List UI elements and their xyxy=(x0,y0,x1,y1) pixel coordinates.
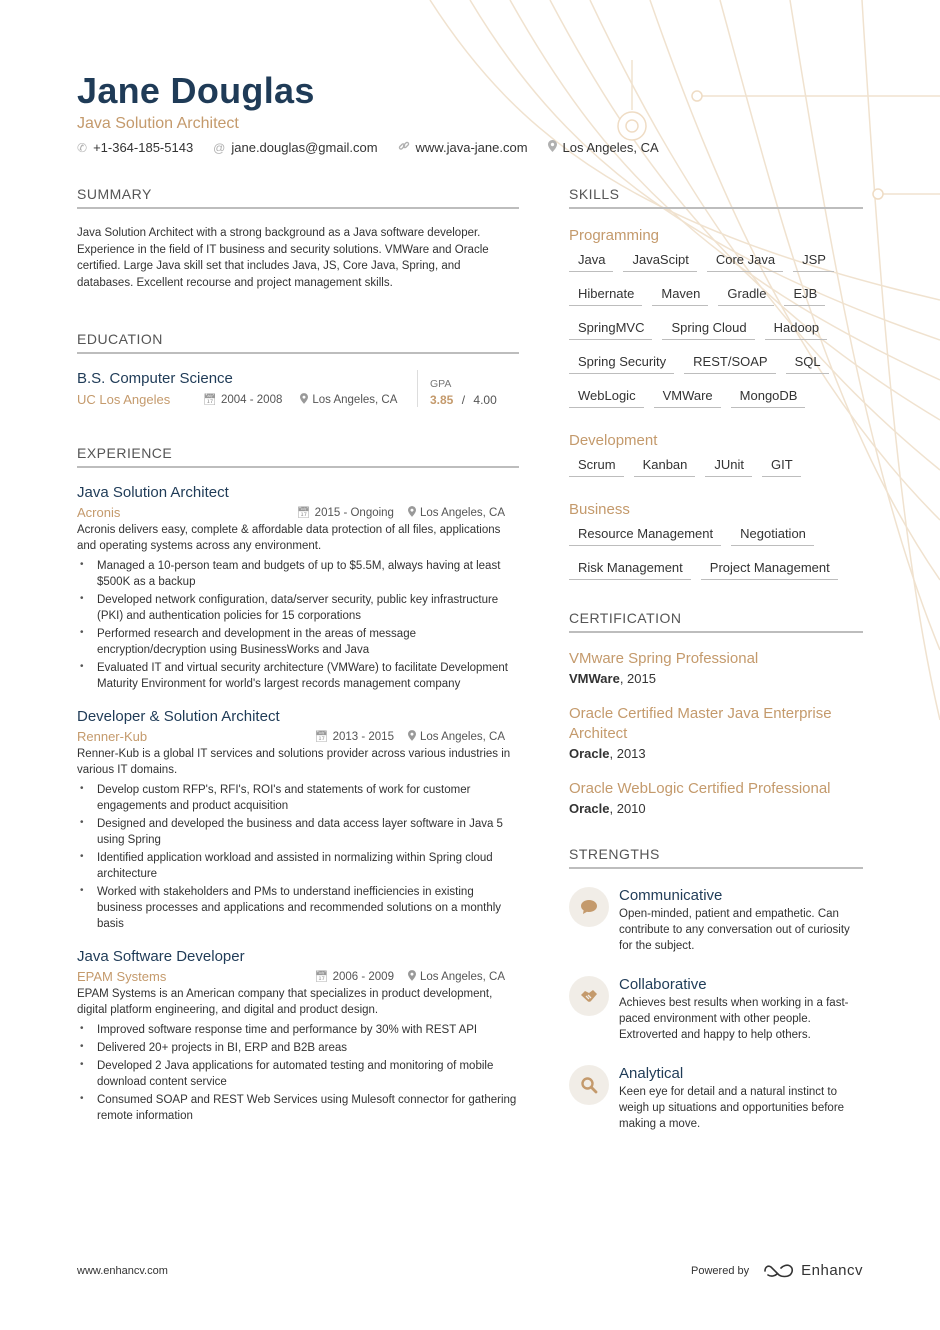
brand-name: Enhancv xyxy=(801,1262,863,1279)
gpa-separator: / xyxy=(461,393,466,407)
link-icon xyxy=(398,140,410,155)
education-entry xyxy=(77,370,519,407)
left-column xyxy=(77,186,519,1140)
company-description: Acronis delivers easy, complete & affordable data protection of all files, applications and operating systems across any environment. xyxy=(77,524,501,552)
skill-tag: Hibernate xyxy=(569,286,642,306)
company-name: EPAM Systems xyxy=(77,969,167,984)
skill-tag: REST/SOAP xyxy=(684,354,775,374)
job-dates xyxy=(297,506,394,519)
certification-year: , 2015 xyxy=(619,671,656,686)
skill-tags xyxy=(569,457,863,477)
location-text: Los Angeles, CA xyxy=(419,730,505,743)
job-dates xyxy=(315,730,394,743)
strengths-section xyxy=(569,846,863,1132)
contact-email[interactable] xyxy=(213,140,377,155)
skill-tag: Spring Security xyxy=(569,354,674,374)
company-description: EPAM Systems is an American company that specializes in product development, digital platform engineering, and digital and product design. xyxy=(77,988,493,1016)
skill-tags xyxy=(569,252,863,408)
strength-description: Open-minded, patient and empathetic. Can contribute to any conversation out of curiosity for the subject. xyxy=(619,908,850,952)
bullet-item: • Managed a 10-person team and budgets of up to $5.5M, always having at least $500K as a backup xyxy=(77,558,519,590)
job-entry xyxy=(77,484,519,692)
job-entry xyxy=(77,948,519,1124)
section-title: EDUCATION xyxy=(77,331,519,354)
skill-tag: Project Management xyxy=(701,560,838,580)
bullet-item: • Developed network configuration, data/server security, public key infrastructure (PKI) and authentication policies for 15 corporations xyxy=(77,592,519,624)
certification-name: Oracle WebLogic Certified Professional xyxy=(569,780,831,797)
certification-issuer: VMWare xyxy=(569,671,620,686)
skill-tag: Scrum xyxy=(569,457,624,477)
contact-phone[interactable] xyxy=(77,140,193,155)
education-section xyxy=(77,331,519,407)
dates-text: 2004 - 2008 xyxy=(220,393,283,406)
section-title: SUMMARY xyxy=(77,186,519,209)
contact-row xyxy=(77,140,877,155)
skill-tag: JSP xyxy=(793,252,834,272)
skill-category-title: Programming xyxy=(569,227,660,244)
job-title: Developer & Solution Architect xyxy=(77,708,280,725)
dates-text: 2013 - 2015 xyxy=(332,730,394,743)
bullet-item: • Improved software response time and performance by 30% with REST API xyxy=(77,1022,519,1038)
skill-tag: MongoDB xyxy=(731,388,806,408)
strength-description: Achieves best results when working in a fast-paced environment with other people. Extroverted and happy to help others. xyxy=(619,997,849,1041)
certification-year: , 2013 xyxy=(609,746,646,761)
skill-tag: EJB xyxy=(784,286,825,306)
certification-issuer: Oracle xyxy=(569,746,610,761)
education-location xyxy=(300,393,397,407)
section-title: SKILLS xyxy=(569,186,863,209)
degree: B.S. Computer Science xyxy=(77,370,233,387)
experience-section xyxy=(77,445,519,1124)
skill-tag: VMWare xyxy=(654,388,721,408)
job-location xyxy=(408,506,505,520)
location-pin-icon xyxy=(408,506,416,520)
bullet-item: • Delivered 20+ projects in BI, ERP and B2B areas xyxy=(77,1040,519,1056)
job-bullets xyxy=(77,558,519,692)
bullet-item: • Developed 2 Java applications for automated testing and monitoring of mobile download content service xyxy=(77,1058,519,1090)
job-dates xyxy=(315,970,394,983)
phone-icon: ✆ xyxy=(77,140,88,155)
location-text: Los Angeles, CA xyxy=(562,140,659,155)
right-column xyxy=(569,186,863,1154)
company-name: Renner-Kub xyxy=(77,729,148,744)
contact-website[interactable] xyxy=(398,140,528,155)
skill-tag: JUnit xyxy=(705,457,752,477)
email-text: jane.douglas@gmail.com xyxy=(231,140,378,155)
strength-description: Keen eye for detail and a natural instinct to weigh up situations and opportunities before making a move. xyxy=(619,1086,845,1130)
gpa-label: GPA xyxy=(430,378,452,390)
bullet-item: • Performed research and development in the areas of message encryption/decryption using BusinessWorks and Java xyxy=(77,626,519,658)
education-dates xyxy=(203,393,282,406)
location-text: Los Angeles, CA xyxy=(312,393,398,406)
infinity-logo-icon xyxy=(763,1263,795,1279)
summary-text: Java Solution Architect with a strong background as a Java software developer. Experience in the field of IT business and security solutions. VMWare and Oracle certified. Large Java skill set that includes Java, JS, Core Java, Spring, and databases. Excellent recourse and project management skills. xyxy=(77,227,489,289)
handshake-icon xyxy=(569,976,609,1016)
resume-header xyxy=(77,70,877,155)
page-footer xyxy=(77,1262,863,1279)
section-title: CERTIFICATION xyxy=(569,610,863,633)
skill-tag: SQL xyxy=(786,354,829,374)
skill-tag: GIT xyxy=(762,457,801,477)
skill-category-title: Development xyxy=(569,432,658,449)
calendar-icon: 📅︎ xyxy=(296,507,311,519)
certification-issuer: Oracle xyxy=(569,801,610,816)
strength-title: Analytical xyxy=(619,1065,684,1082)
strength-entry xyxy=(569,887,863,954)
dates-text: 2015 - Ongoing xyxy=(314,506,394,519)
skill-tag: Maven xyxy=(652,286,708,306)
contact-location xyxy=(548,140,659,155)
location-pin-icon xyxy=(408,970,416,984)
job-bullets xyxy=(77,782,519,932)
bullet-item: • Develop custom RFP's, RFI's, ROI's and statements of work for customer engagements and product acquisition xyxy=(77,782,519,814)
candidate-name: Jane Douglas xyxy=(77,70,315,111)
bullet-item: • Identified application workload and assisted in normalizing within Spring cloud architecture xyxy=(77,850,519,882)
skill-tag: Spring Cloud xyxy=(662,320,754,340)
job-location xyxy=(408,970,505,984)
skill-tag: Core Java xyxy=(707,252,783,272)
skills-section xyxy=(569,186,863,580)
skill-tag: Negotiation xyxy=(731,526,814,546)
company-description: Renner-Kub is a global IT services and solutions provider across various industries in various IT domains. xyxy=(77,748,511,776)
footer-link[interactable]: www.enhancv.com xyxy=(77,1264,168,1277)
dates-text: 2006 - 2009 xyxy=(332,970,394,983)
strength-title: Collaborative xyxy=(619,976,707,993)
bullet-item: • Evaluated IT and virtual security architecture (VMWare) to facilitate Development Maturity Environment for world's largest records management company xyxy=(77,660,519,692)
certification-entry xyxy=(569,649,863,686)
magnifier-icon xyxy=(569,1065,609,1105)
candidate-title: Java Solution Architect xyxy=(77,115,239,132)
bullet-item: • Designed and developed the business and data access layer software in Java 5 using Spring xyxy=(77,816,519,848)
section-title: EXPERIENCE xyxy=(77,445,519,468)
summary-section xyxy=(77,186,519,291)
calendar-icon: 📅︎ xyxy=(314,971,329,983)
location-text: Los Angeles, CA xyxy=(419,970,505,983)
skill-category-title: Business xyxy=(569,501,630,518)
skill-tag: Gradle xyxy=(718,286,774,306)
bullet-item: • Consumed SOAP and REST Web Services using Mulesoft connector for gathering remote information xyxy=(77,1092,519,1124)
skill-tag: Risk Management xyxy=(569,560,691,580)
job-title: Java Solution Architect xyxy=(77,484,229,501)
speech-bubble-icon xyxy=(569,887,609,927)
skill-tag: Hadoop xyxy=(765,320,828,340)
skill-tag: Java xyxy=(569,252,613,272)
strength-title: Communicative xyxy=(619,887,723,904)
skill-tag: JavaScipt xyxy=(623,252,696,272)
powered-by xyxy=(691,1262,863,1279)
job-entry xyxy=(77,708,519,932)
certification-year: , 2010 xyxy=(609,801,646,816)
brand-logo[interactable] xyxy=(763,1262,863,1279)
skill-tag: Kanban xyxy=(634,457,696,477)
skill-tag: WebLogic xyxy=(569,388,644,408)
strength-entry xyxy=(569,976,863,1043)
location-text: Los Angeles, CA xyxy=(419,506,505,519)
bullet-item: • Worked with stakeholders and PMs to understand inefficiencies in existing business processes and applications and recommended solutions on a monthly basis xyxy=(77,884,519,932)
school: UC Los Angeles xyxy=(77,392,171,407)
certification-entry xyxy=(569,704,863,761)
certification-name: VMware Spring Professional xyxy=(569,650,759,667)
gpa-block xyxy=(418,370,497,407)
location-pin-icon xyxy=(408,730,416,744)
skill-tags xyxy=(569,526,863,580)
powered-by-label: Powered by xyxy=(691,1264,750,1277)
certification-name: Oracle Certified Master Java Enterprise Architect xyxy=(569,705,832,742)
skill-tag: Resource Management xyxy=(569,526,721,546)
job-title: Java Software Developer xyxy=(77,948,245,965)
calendar-icon: 📅︎ xyxy=(203,394,217,406)
location-pin-icon xyxy=(548,140,557,155)
certification-section xyxy=(569,610,863,816)
job-location xyxy=(408,730,505,744)
phone-text: +1-364-185-5143 xyxy=(93,140,194,155)
skill-tag: SpringMVC xyxy=(569,320,652,340)
gpa-max: 4.00 xyxy=(473,393,497,407)
website-text: www.java-jane.com xyxy=(415,140,528,155)
strength-entry xyxy=(569,1065,863,1132)
gpa-value: 3.85 xyxy=(430,393,454,407)
certification-entry xyxy=(569,779,863,816)
job-bullets xyxy=(77,1022,519,1124)
calendar-icon: 📅︎ xyxy=(314,731,329,743)
company-name: Acronis xyxy=(77,505,121,520)
at-sign-icon: @ xyxy=(213,140,226,155)
location-pin-icon xyxy=(300,393,308,407)
section-title: STRENGTHS xyxy=(569,846,863,869)
